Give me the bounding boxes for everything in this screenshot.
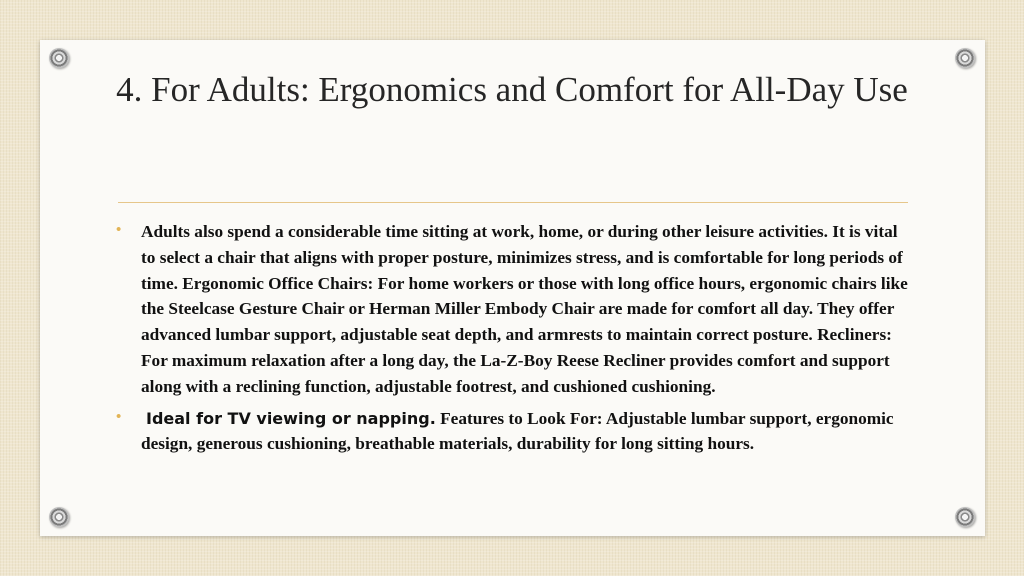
pushpin-icon	[49, 507, 69, 527]
slide-title: 4. For Adults: Ergonomics and Comfort for All-Day Use	[116, 70, 908, 109]
bullet-dot-icon: •	[116, 408, 122, 425]
bullet-item-2	[116, 406, 916, 458]
pushpin-icon	[955, 48, 975, 68]
bullet-item-1	[116, 219, 916, 400]
bullet-text: Adults also spend a considerable time sitting at work, home, or during other leisure activities. It is vital to select a chair that aligns with proper posture, minimizes stress, and is comfortable for long periods of time. Ergonomic Office Chairs: For home workers or those with long office hours, ergonomic chairs like the Steelcase Gesture Chair or Herman Miller Embody Chair are made for comfort all day. They offer advanced lumbar support, adjustable seat depth, and armrests to maintain correct posture. Recliners: For maximum relaxation after a long day, the La-Z-Boy Reese Recliner provides comfort and support along with a reclining function, adjustable footrest, and cushioned cushioning.	[141, 222, 908, 396]
bullet-dot-icon: •	[116, 222, 122, 238]
bullet-lead-text: Ideal for TV viewing or napping.	[146, 408, 436, 428]
title-divider	[118, 202, 908, 203]
bullet-text: Features to Look For: Adjustable lumbar support, ergonomic design, generous cushioning, breathable materials, durability for long sitting hours.	[141, 408, 894, 454]
pushpin-icon	[49, 48, 69, 68]
bullet-list	[116, 219, 916, 457]
pushpin-icon	[955, 507, 975, 527]
